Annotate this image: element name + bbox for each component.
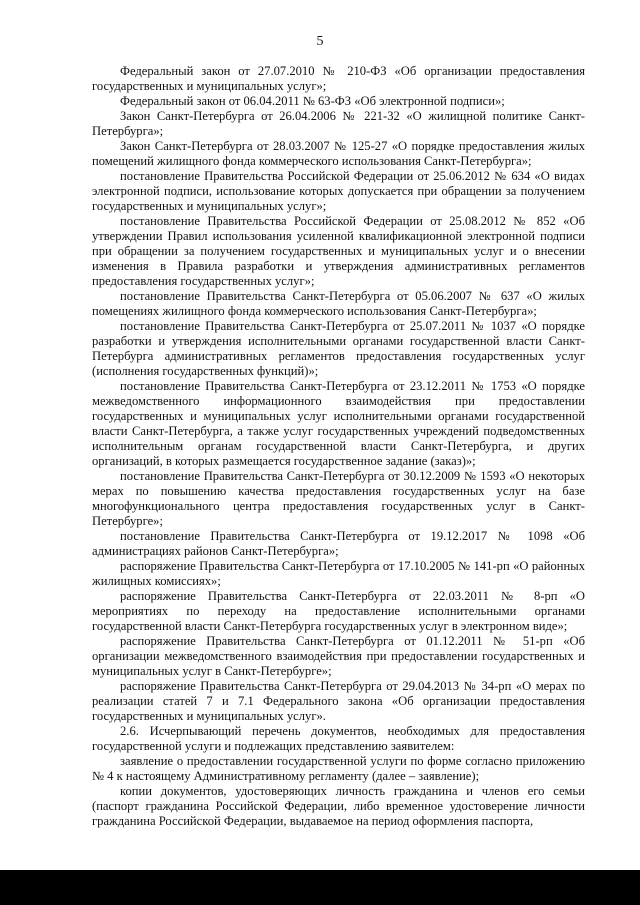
paragraph: копии документов, удостоверяющих личность гражданина и членов его семьи (паспорт гражданина Российской Федерации, либо временное удостоверение личности гражданина Российской Федерации, выдаваемое на период оформления паспорта, xyxy=(92,784,585,828)
paragraph: постановление Правительства Санкт-Петербурга от 30.12.2009 № 1593 «О некоторых мерах по повышению качества предоставления государственных услуг на базе многофункционального центра предоставления государственных услуг в Санкт-Петербурге»; xyxy=(92,469,585,528)
paragraph: Федеральный закон от 27.07.2010 № 210-ФЗ «Об организации предоставления государственных и муниципальных услуг»; xyxy=(92,64,585,93)
paragraph: постановление Правительства Санкт-Петербурга от 19.12.2017 № 1098 «Об администрациях районов Санкт-Петербурга»; xyxy=(92,529,585,558)
paragraph: постановление Правительства Санкт-Петербурга от 05.06.2007 № 637 «О жилых помещениях жилищного фонда коммерческого использования Санкт-Петербурга»; xyxy=(92,289,585,318)
paragraph: распоряжение Правительства Санкт-Петербурга от 17.10.2005 № 141-рп «О районных жилищных комиссиях»; xyxy=(92,559,585,588)
paragraph: постановление Правительства Санкт-Петербурга от 25.07.2011 № 1037 «О порядке разработки и утверждения исполнительными органами государственной власти Санкт-Петербурга административных регламентов предоставления государственных услуг (исполнения государственных функций)»; xyxy=(92,319,585,378)
document-body xyxy=(92,64,585,829)
section-heading-paragraph: 2.6. Исчерпывающий перечень документов, необходимых для предоставления государственной услуги и подлежащих представлению заявителем: xyxy=(92,724,585,753)
scan-border-bar xyxy=(0,870,640,905)
paragraph: постановление Правительства Российской Федерации от 25.08.2012 № 852 «Об утверждении Правил использования усиленной квалификационной электронной подписи при обращении за получением государственных и муниципальных услуг и о внесении изменения в Правила разработки и утверждения административных регламентов предоставления государственных услуг»; xyxy=(92,214,585,288)
page-number: 5 xyxy=(316,34,324,49)
paragraph: Закон Санкт-Петербурга от 26.04.2006 № 221-32 «О жилищной политике Санкт-Петербурга»; xyxy=(92,109,585,138)
paragraph: Федеральный закон от 06.04.2011 № 63-ФЗ «Об электронной подписи»; xyxy=(120,94,505,108)
paragraph: распоряжение Правительства Санкт-Петербурга от 01.12.2011 № 51-рп «Об организации межведомственного взаимодействия при предоставлении государственных и муниципальных услуг в Санкт-Петербурге»; xyxy=(92,634,585,678)
paragraph: постановление Правительства Российской Федерации от 25.06.2012 № 634 «О видах электронной подписи, использование которых допускается при обращении за получением государственных и муниципальных услуг»; xyxy=(92,169,585,213)
paragraph: постановление Правительства Санкт-Петербурга от 23.12.2011 № 1753 «О порядке межведомственного информационного взаимодействия при предоставлении государственных и муниципальных услуг исполнительными органами государственной власти Санкт-Петербурга, а также услуг государственных учреждений подведомственных исполнительным органам государственной власти Санкт-Петербурга, и других организаций, в которых размещается государственное задание (заказ)»; xyxy=(92,379,585,468)
paragraph: распоряжение Правительства Санкт-Петербурга от 22.03.2011 № 8-рп «О мероприятиях по переходу на предоставление исполнительными органами государственной власти Санкт-Петербурга государственных услуг в электронном виде»; xyxy=(92,589,585,633)
paragraph: распоряжение Правительства Санкт-Петербурга от 29.04.2013 № 34-рп «О мерах по реализации статей 7 и 7.1 Федерального закона «Об организации предоставления государственных и муниципальных услуг». xyxy=(92,679,585,723)
paragraph: Закон Санкт-Петербурга от 28.03.2007 № 125-27 «О порядке предоставления жилых помещений жилищного фонда коммерческого использования Санкт-Петербурга»; xyxy=(92,139,585,168)
paragraph: заявление о предоставлении государственной услуги по форме согласно приложению № 4 к настоящему Административному регламенту (далее – заявление); xyxy=(92,754,585,783)
